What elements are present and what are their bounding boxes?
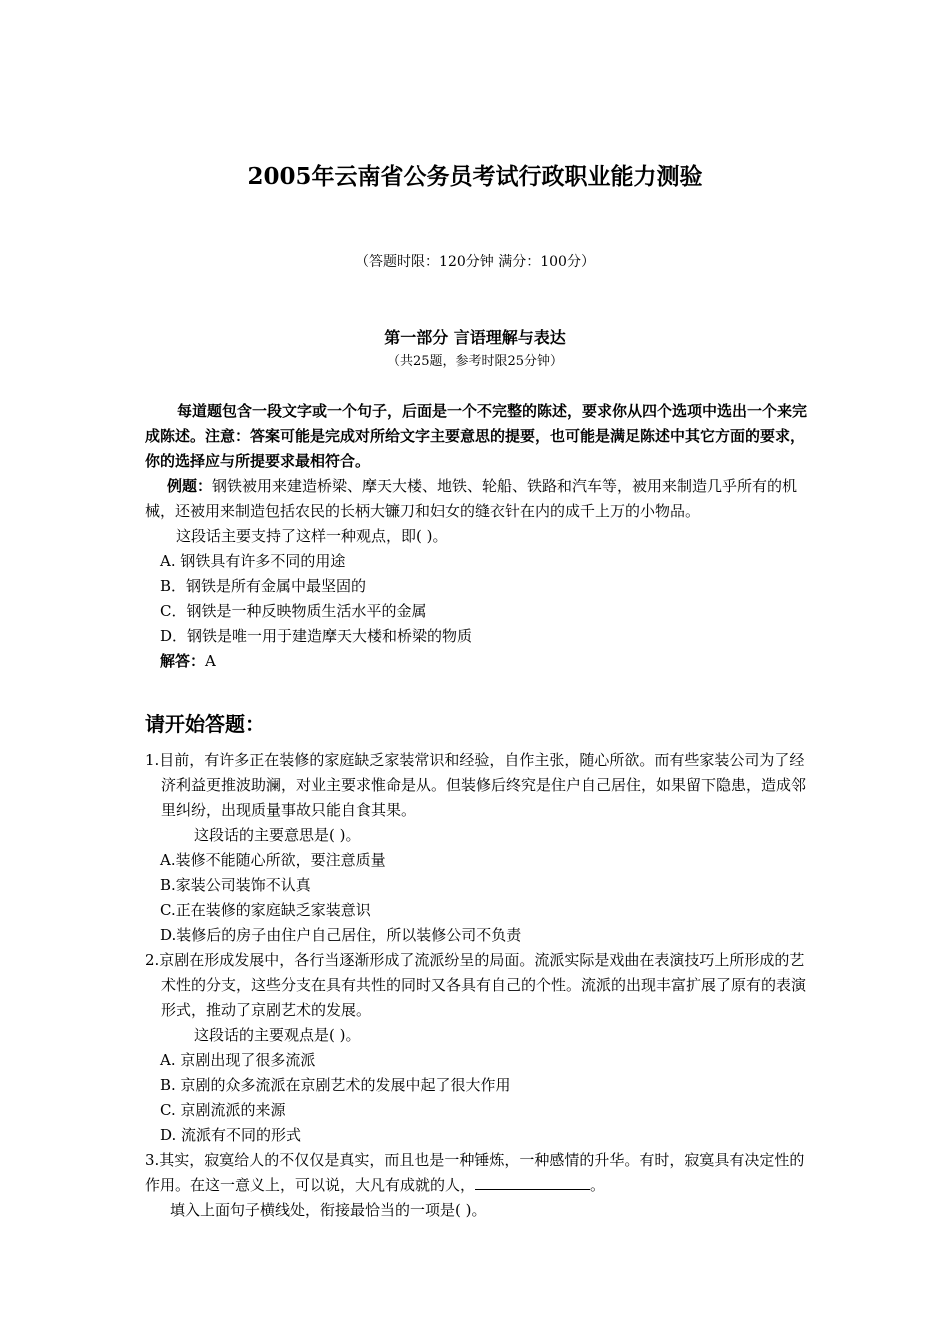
exam-time-limit: （答题时限：120分钟 满分：100分） [355, 254, 595, 270]
question-1-option-a: A.装修不能随心所欲，要注意质量 [160, 851, 386, 869]
example-option-d: D．钢铁是唯一用于建造摩天大楼和桥梁的物质 [160, 627, 473, 645]
example-label: 例题： [167, 477, 213, 495]
question-2-text: 2.京剧在形成发展中，各行当逐渐形成了流派纷呈的局面。流派实际是戏曲在表演技巧上所形成的艺术性的分支，这些分支在具有共性的同时又各具有自己的个性。流派的出现丰富扩展了原有的表演形式，推动了京剧艺术的发展。 [145, 951, 807, 1019]
question-1-option-d: D.装修后的房子由住户自己居住，所以装修公司不负责 [160, 926, 522, 944]
question-3-text [145, 1148, 811, 1198]
example-paragraph [145, 474, 811, 524]
question-3-text-before: 3.其实，寂寞给人的不仅仅是真实，而且也是一种锤炼，一种感情的升华。有时，寂寞具有决定性的作用。在这一意义上，可以说，大凡有成就的人， [145, 1151, 805, 1194]
question-1-prompt: 这段话的主要意思是( )。 [194, 826, 361, 844]
question-2-option-d: D. 流派有不同的形式 [160, 1126, 302, 1144]
question-3-prompt: 填入上面句子横线处，衔接最恰当的一项是( )。 [170, 1201, 487, 1219]
question-2-option-b: B. 京剧的众多流派在京剧艺术的发展中起了很大作用 [160, 1076, 511, 1094]
question-2-prompt: 这段话的主要观点是( )。 [194, 1026, 361, 1044]
question-1-text: 1.目前，有许多正在装修的家庭缺乏家装常识和经验，自作主张，随心所欲。而有些家装公司为了经济利益更推波助澜，对业主要求惟命是从。但装修后终究是住户自己居住，如果留下隐患，造成邻里纠纷，出现质量事故只能自食其果。 [145, 751, 807, 819]
example-option-c: C．钢铁是一种反映物质生活水平的金属 [160, 602, 427, 620]
page-title: 2005年云南省公务员考试行政职业能力测验 [247, 163, 703, 190]
question-1-option-c: C.正在装修的家庭缺乏家装意识 [160, 901, 371, 919]
part-heading: 第一部分 言语理解与表达 [384, 328, 566, 347]
answer-value: A [205, 652, 216, 670]
example-option-b: B．钢铁是所有金属中最坚固的 [160, 577, 367, 595]
answer-label: 解答： [160, 652, 206, 670]
example-option-a: A. 钢铁具有许多不同的用途 [160, 552, 346, 570]
question-3-blank [475, 1175, 590, 1190]
instructions: 每道题包含一段文字或一个句子，后面是一个不完整的陈述，要求你从四个选项中选出一个来完成陈述。注意：答案可能是完成对所给文字主要意思的提要，也可能是满足陈述中其它方面的要求，你的选择应与所提要求最相符合。 [145, 402, 808, 470]
question-3-text-after: 。 [590, 1176, 606, 1194]
question-1-option-b: B.家装公司装饰不认真 [160, 876, 311, 894]
question-2-option-c: C. 京剧流派的来源 [160, 1101, 286, 1119]
start-heading: 请开始答题： [145, 712, 265, 736]
example-text: 钢铁被用来建造桥梁、摩天大楼、地铁、轮船、铁路和汽车等，被用来制造几乎所有的机械，还被用来制造包括农民的长柄大镰刀和妇女的缝衣针在内的成千上万的小物品。 [145, 477, 798, 520]
example-question: 这段话主要支持了这样一种观点，即( )。 [176, 527, 448, 545]
part-note: （共25题，参考时限25分钟） [386, 354, 564, 369]
question-2-option-a: A. 京剧出现了很多流派 [160, 1051, 316, 1069]
example-answer [160, 649, 216, 674]
